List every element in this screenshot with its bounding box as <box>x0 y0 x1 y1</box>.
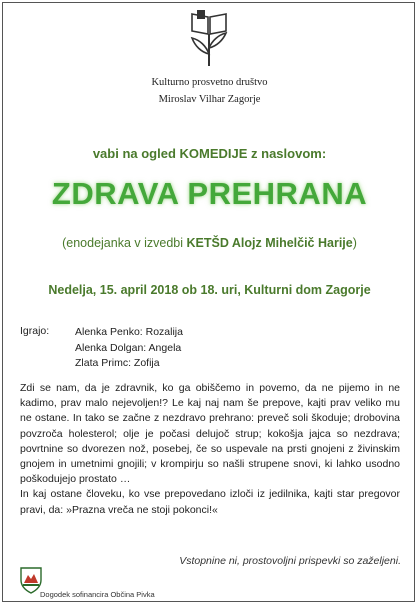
troupe-name: KETŠD Alojz Mihelčič Harije <box>186 236 353 250</box>
cast-member: Alenka Dolgan: Angela <box>75 341 182 354</box>
book-flower-icon <box>179 6 239 72</box>
description-paragraph: In kaj ostane človeku, ko vse prepovedano izloči iz jedilnika, kajti star pregovor pravi, da: »Prazna vreča ne stoji pokonci!« <box>20 488 400 516</box>
society-logo <box>179 6 239 72</box>
organization-name-line1: Kulturno prosvetno društvo <box>151 77 268 88</box>
cast-member: Zlata Primc: Zofija <box>75 357 160 369</box>
performance-subtitle <box>0 236 419 250</box>
cast-list <box>75 325 183 372</box>
event-date-location: Nedelja, 15. april 2018 ob 18. uri, Kulturni dom Zagorje <box>48 283 371 297</box>
subtitle-before: (enodejanka v izvedbi <box>62 236 187 250</box>
play-description <box>20 381 400 518</box>
organization-name-line2: Miroslav Vilhar Zagorje <box>158 94 261 105</box>
play-title: ZDRAVA PREHRANA <box>51 176 368 211</box>
subtitle-after: ) <box>352 236 357 250</box>
invitation-lead: vabi na ogled KOMEDIJE z naslovom: <box>92 146 327 161</box>
cast-member: Alenka Penko: Rozalija <box>75 326 183 338</box>
description-paragraph: Zdi se nam, da je zdravnik, ko ga obiščemo in povemo, da ne pijemo in ne kadimo, prav malo nejevoljen!? Le kaj naj nam še prepove, kajti prav veliko mu ne ostane. In tako se začne z nezdravo prehrano: preveč soli škoduje; drobovina povzroča holesterol; olje je počasi delujoč strup; kokošja jajca so nezdrava; povrtnine so dvorezen nož, posebej, če so uspevale na prsti gnojeni z živinskim gnojem in umetnimi gnojili; v krompirju so našli strupene snovi, ki lahko usodno poškodujejo prostato … <box>20 382 400 486</box>
admission-note: Vstopnine ni, prostovoljni prispevki so zaželjeni. <box>179 555 401 567</box>
cast-label: Igrajo: <box>20 325 50 337</box>
sponsor-note: Dogodek sofinancira Občina Pivka <box>40 590 155 599</box>
